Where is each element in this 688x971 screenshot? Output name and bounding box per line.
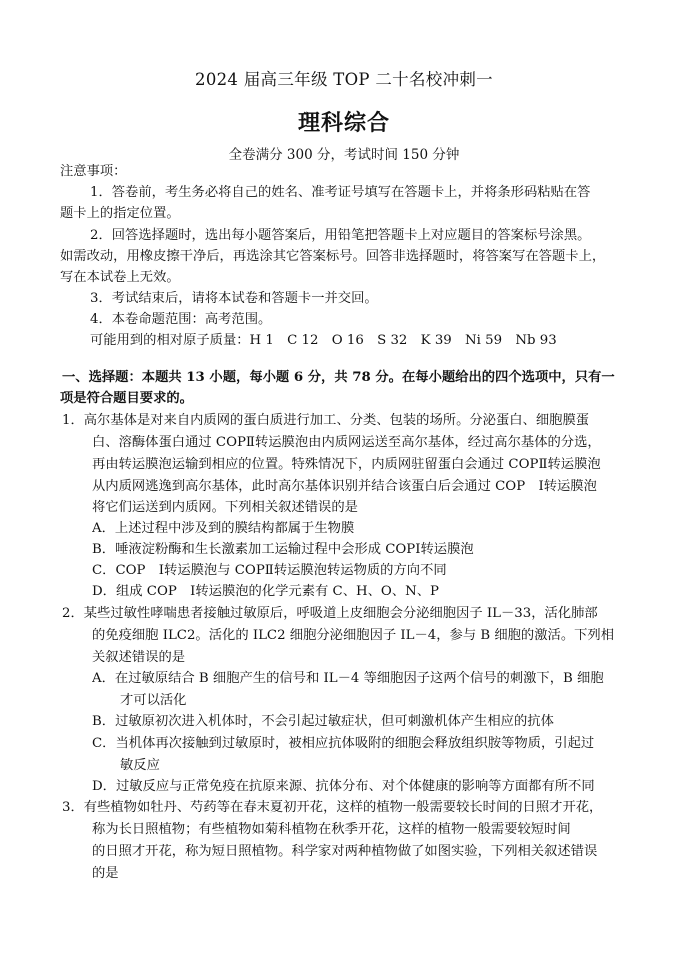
question-1-stem: 再由转运膜泡运输到相应的位置。特殊情况下，内质网驻留蛋白会通过 COPⅡ转运膜泡 bbox=[92, 457, 601, 472]
question-2-option-c-cont: 敏反应 bbox=[120, 758, 160, 773]
score-time-line: 全卷满分 300 分，考试时间 150 分钟 bbox=[228, 147, 460, 163]
question-2-stem: 关叙述错误的是 bbox=[92, 650, 186, 665]
question-1-stem: 从内质网逃逸到高尔基体，此时高尔基体识别并结合该蛋白后会通过 COP Ⅰ转运膜泡 bbox=[92, 479, 597, 494]
atomic-mass-line: 可能用到的相对原子质量：H 1 C 12 O 16 S 32 K 39 Ni 59 Nb 93 bbox=[90, 333, 557, 348]
question-2-stem: 的免疫细胞 ILC2。活化的 ILC2 细胞分泌细胞因子 IL－4，参与 B 细胞的激活。下列相 bbox=[92, 628, 615, 643]
subject-title: 理科综合 bbox=[297, 110, 390, 136]
question-3-stem: 3．有些植物如牡丹、芍药等在春末夏初开花，这样的植物一般需要较长时间的日照才开花， bbox=[62, 800, 603, 815]
exam-title: 2024 届高三年级 TOP 二十名校冲刺一 bbox=[195, 70, 493, 89]
question-2-option-a: A．在过敏原结合 B 细胞产生的信号和 IL－4 等细胞因子这两个信号的刺激下，B 细胞 bbox=[92, 671, 604, 686]
notice-heading: 注意事项： bbox=[60, 164, 127, 179]
question-2-option-d: D．过敏反应与正常免疫在抗原来源、抗体分布、对个体健康的影响等方面都有所不同 bbox=[92, 779, 595, 794]
question-1-stem: 将它们运送到内质网。下列相关叙述错误的是 bbox=[92, 500, 358, 515]
notice-line: 如需改动，用橡皮擦干净后，再选涂其它答案标号。回答非选择题时，将答案写在答题卡上， bbox=[60, 249, 606, 264]
question-2-option-c: C．当机体再次接触到过敏原时，被相应抗体吸附的细胞会释放组织胺等物质，引起过 bbox=[92, 736, 595, 751]
question-2-option-a-cont: 才可以活化 bbox=[120, 693, 187, 708]
question-2-option-b: B．过敏原初次进入机体时，不会引起过敏症状，但可刺激机体产生相应的抗体 bbox=[92, 714, 554, 729]
notice-line: 1．答卷前，考生务必将自己的姓名、准考证号填写在答题卡上，并将条形码粘贴在答 bbox=[90, 185, 591, 200]
notice-line: 题卡上的指定位置。 bbox=[60, 206, 180, 221]
notice-line: 写在本试卷上无效。 bbox=[60, 270, 180, 285]
question-3-stem: 的日照才开花，称为短日照植物。科学家对两种植物做了如图实验，下列相关叙述错误 bbox=[92, 844, 598, 859]
question-1-stem: 白、溶酶体蛋白通过 COPⅡ转运膜泡由内质网运送至高尔基体，经过高尔基体的分选， bbox=[92, 435, 601, 450]
notice-line: 2．回答选择题时，选出每小题答案后，用铅笔把答题卡上对应题目的答案标号涂黑。 bbox=[90, 228, 591, 243]
notice-line: 4．本卷命题范围：高考范围。 bbox=[90, 312, 272, 327]
question-3-stem: 称为长日照植物；有些植物如菊科植物在秋季开花，这样的植物一般需要较短时间 bbox=[92, 822, 571, 837]
question-1-option-d: D．组成 COP Ⅰ转运膜泡的化学元素有 C、H、O、N、P bbox=[92, 584, 439, 599]
question-1-option-c: C．COP Ⅰ转运膜泡与 COPⅡ转运膜泡转运物质的方向不同 bbox=[92, 563, 447, 578]
section-heading: 一、选择题：本题共 13 小题，每小题 6 分，共 78 分。在每小题给出的四个选项中，只有一 bbox=[62, 370, 615, 385]
question-1-option-b: B．唾液淀粉酶和生长激素加工运输过程中会形成 COPⅠ转运膜泡 bbox=[92, 542, 474, 557]
question-3-stem: 的是 bbox=[92, 866, 119, 881]
question-2-stem: 2．某些过敏性哮喘患者接触过敏原后，呼吸道上皮细胞会分泌细胞因子 IL－33，活化肺部 bbox=[62, 606, 598, 621]
notice-line: 3．考试结束后，请将本试卷和答题卡一并交回。 bbox=[90, 291, 378, 306]
question-1-option-a: A．上述过程中涉及到的膜结构都属于生物膜 bbox=[92, 521, 355, 536]
question-1-stem: 1．高尔基体是对来自内质网的蛋白质进行加工、分类、包装的场所。分泌蛋白、细胞膜蛋 bbox=[62, 413, 590, 428]
section-heading: 项是符合题目要求的。 bbox=[60, 391, 193, 406]
